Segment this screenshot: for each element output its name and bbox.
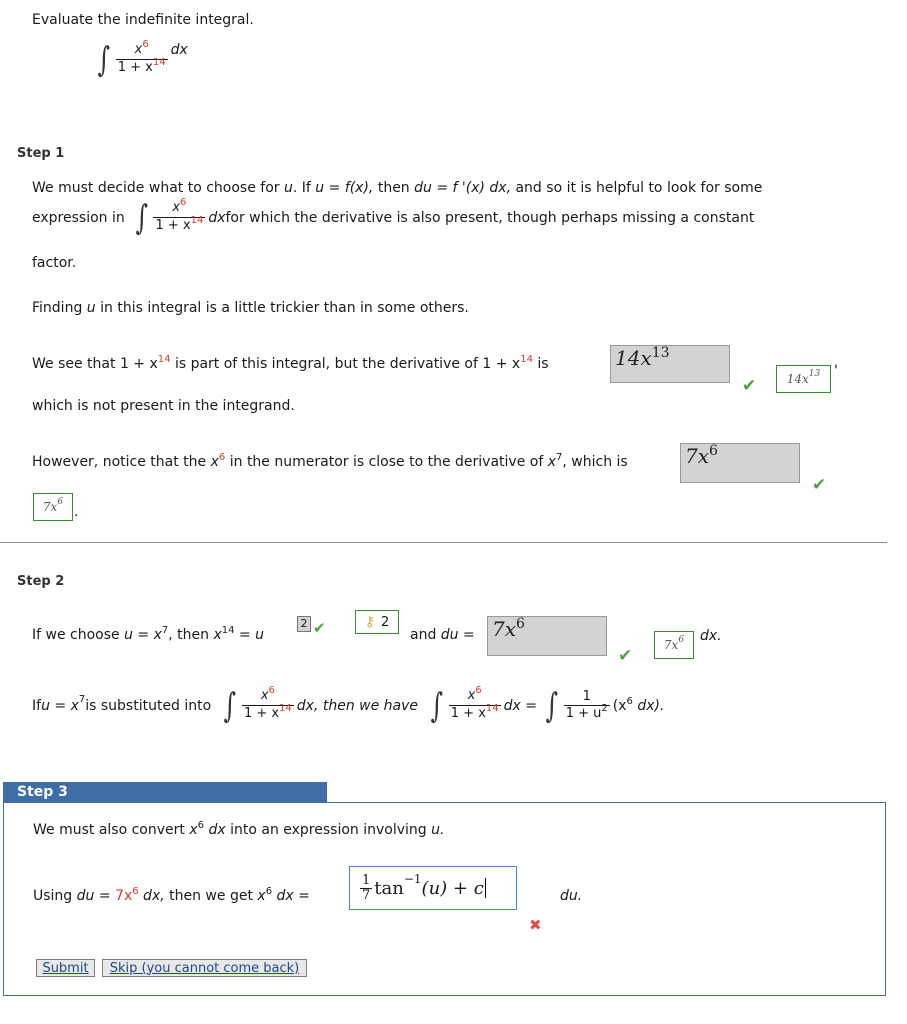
step1-finding-u: Finding u in this integral is a little trickier than in some others. — [32, 300, 469, 316]
step2-choose-text: If we choose $u = x^7$, then $x^{14} = u$ — [32, 625, 265, 643]
text-cursor — [485, 878, 486, 898]
step2-du-feedback: 7x 6 — [654, 631, 694, 659]
integral-sign-icon: ∫ — [223, 685, 237, 726]
wrong-x-icon: ✖ — [529, 916, 542, 934]
step1-not-present: which is not present in the integrand. — [32, 398, 295, 414]
step3-using-text: Using du = $7x^6$ dx, then we get $x^6$ dx = — [33, 886, 310, 904]
step1-paragraph-line3: factor. — [32, 255, 77, 271]
period: . — [74, 504, 79, 520]
integrand-fraction: $\frac{x^6}{1 + x^{14}}$ — [117, 39, 166, 75]
skip-button[interactable]: Skip (you cannot come back) — [102, 959, 307, 977]
correct-check-icon: ✔ — [618, 646, 633, 666]
step2-du-input[interactable]: $7x^6$ — [487, 616, 607, 656]
step1-however-text: However, notice that the $x^6$ in the numerator is close to the derivative of $x^7$, which is — [32, 452, 628, 470]
comma: ' — [834, 363, 838, 379]
step2-substitution-line: If u = x 7 is substituted into ∫ $\frac{x^6}{1 + x^{14}}$ dx, then we have ∫ $\frac{x^6}{1 + x^{14}}$ dx = ∫ $\frac{1}{1 + u^2}$ ($x^6$ dx). — [32, 685, 665, 726]
problem-integral: ∫ $\frac{x^6}{1 + x^{14}}$ dx — [97, 39, 188, 80]
step2-key-feedback[interactable]: ⚷ 2 — [355, 610, 399, 634]
step2-exponent-input[interactable]: 2 — [297, 616, 311, 632]
correct-check-icon: ✔ — [812, 475, 827, 495]
step3-du-label: du. — [560, 888, 583, 904]
step1-title: Step 1 — [17, 146, 65, 161]
step1-derivative-text: We see that $1 + x^{14}$ is part of this integral, but the derivative of $1 + x^{14}$ is — [32, 354, 549, 372]
integral-sign-icon: ∫ — [545, 685, 559, 726]
step1-answer2-feedback: 7x 6 — [33, 493, 73, 521]
problem-prompt: Evaluate the indefinite integral. — [32, 12, 254, 28]
step1-answer2-input[interactable]: $7x^6$ — [680, 443, 800, 483]
correct-check-icon: ✔ — [313, 619, 326, 637]
integral-sign-icon: ∫ — [97, 39, 111, 80]
step2-title: Step 2 — [17, 574, 65, 589]
step3-answer-input[interactable]: $\frac{1}{7}$ tan −1 (u) + c — [349, 866, 517, 910]
divider — [0, 542, 887, 543]
step1-answer1-feedback: 14x 13 — [776, 365, 831, 393]
integrand-fraction: $\frac{x^6}{1 + x^{14}}$ — [155, 197, 204, 233]
step1-paragraph-line2: expression in ∫ $\frac{x^6}{1 + x^{14}}$ dx for which the derivative is also present, though perhaps missing a constant — [32, 197, 755, 238]
submit-button[interactable]: Submit — [36, 959, 95, 977]
correct-check-icon: ✔ — [742, 376, 757, 396]
step1-answer1-input[interactable]: $14x^{13}$ — [610, 345, 730, 383]
step2-and-du: and du = — [410, 627, 475, 643]
step3-convert-text: We must also convert $x^6$ dx into an expression involving u. — [33, 820, 445, 838]
step1-paragraph-line1: We must decide what to choose for u. If u = f(x), then du = f '(x) dx, and so it is helpful to look for some — [32, 180, 763, 196]
step3-title-bar: Step 3 — [3, 782, 327, 803]
key-icon: ⚷ — [364, 614, 375, 630]
integral-sign-icon: ∫ — [430, 685, 444, 726]
step2-dx-label: dx. — [700, 628, 722, 644]
integral-sign-icon: ∫ — [135, 197, 148, 238]
